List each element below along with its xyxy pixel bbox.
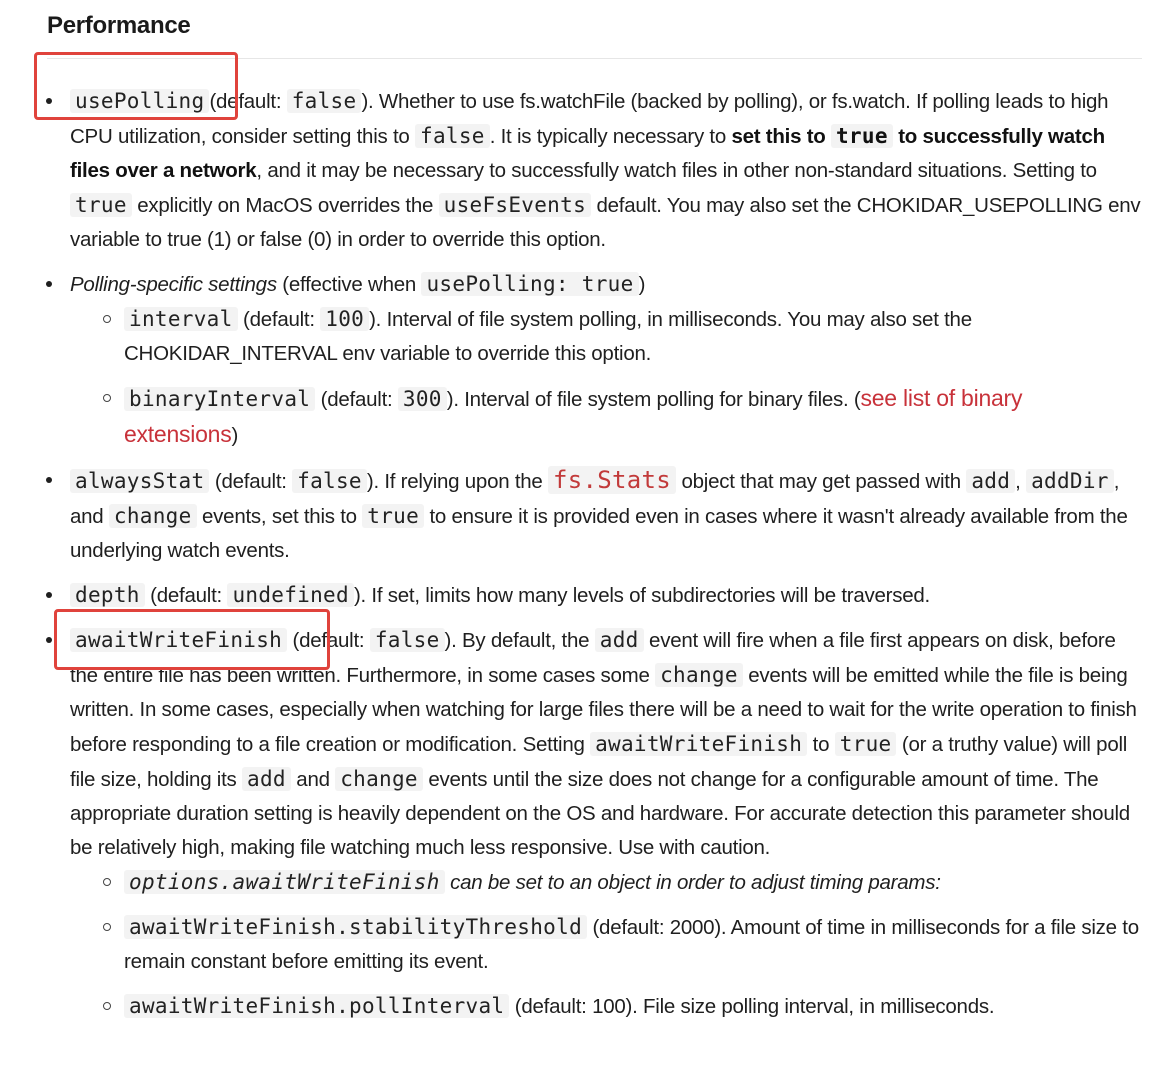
- list-item-usepolling: usePolling (default: false ). Whether to use fs.watchFile (backed by polling), or fs.watch. If polling leads to high CPU utilization, consider setting this to false . It is typically necessary to set this to true to successfully watch files over a network, and it may be necessary to successfully watch files in other non-standard situations. Setting to true explicitly on MacOS overrides the useFsEvents default. You may also set the CHOKIDAR_USEPOLLING env variable to true (1) or false (0) in order to override this option.: [70, 84, 1142, 257]
- list-item-binaryinterval: binaryInterval (default: 300 ). Interval of file system polling for binary files. (see list of binary extensions): [124, 381, 1142, 453]
- option-name-usepolling: usePolling: [70, 89, 209, 113]
- list-item-awaitwritefinish: awaitWriteFinish (default: false ). By default, the add event will fire when a file first appears on disk, before the entire file has been written. Furthermore, in some cases some change events will be emitted while the file is being written. In some cases, especially when watching for large files there will be a need to wait for the write operation to finish before responding to a file creation or modification. Setting awaitWriteFinish to true (or a truthy value) will poll file size, holding its add and change events until the size does not change for a configurable amount of time. The appropriate duration setting is heavily dependent on the OS and hardware. For accurate detection this parameter should be relatively high, making file watching much less responsive. Use with caution.: [70, 623, 1142, 865]
- list-item-interval: interval (default: 100 ). Interval of file system polling, in milliseconds. You may also set the CHOKIDAR_INTERVAL env variable to override this option.: [124, 302, 1142, 371]
- highlight-box-usepolling: [34, 52, 238, 120]
- binary-extensions-link[interactable]: see list of binary extensions: [124, 385, 1023, 447]
- list-item-options-awaitwritefinish: options.awaitWriteFinish can be set to an object in order to adjust timing params:: [124, 865, 1142, 900]
- highlight-box-awaitwritefinish: [54, 609, 330, 670]
- bold-note: set this to true to successfully watch files over a network: [70, 124, 1105, 182]
- options-list: [70, 84, 1142, 1024]
- list-item-stabilitythreshold: awaitWriteFinish.stabilityThreshold (default: 2000). Amount of time in milliseconds for a file size to remain constant before emitting its event.: [124, 910, 1142, 979]
- option-name-awaitwritefinish: awaitWriteFinish: [70, 628, 287, 652]
- list-item-pollinterval: awaitWriteFinish.pollInterval (default: 100). File size polling interval, in milliseconds.: [124, 989, 1142, 1024]
- list-item-polling-settings: Polling-specific settings (effective when usePolling: true ): [70, 267, 1142, 302]
- fs-stats-link[interactable]: fs.Stats: [548, 466, 676, 494]
- list-item-alwaysstat: alwaysStat (default: false ). If relying upon the fs.Stats object that may get passed with add , addDir , and change events, set this to true to ensure it is provided even in cases where it wasn't already available from the underlying watch events.: [70, 463, 1142, 568]
- section-heading: Performance: [47, 12, 191, 39]
- list-item-depth: depth (default: undefined ). If set, limits how many levels of subdirectories will be traversed.: [70, 578, 1142, 613]
